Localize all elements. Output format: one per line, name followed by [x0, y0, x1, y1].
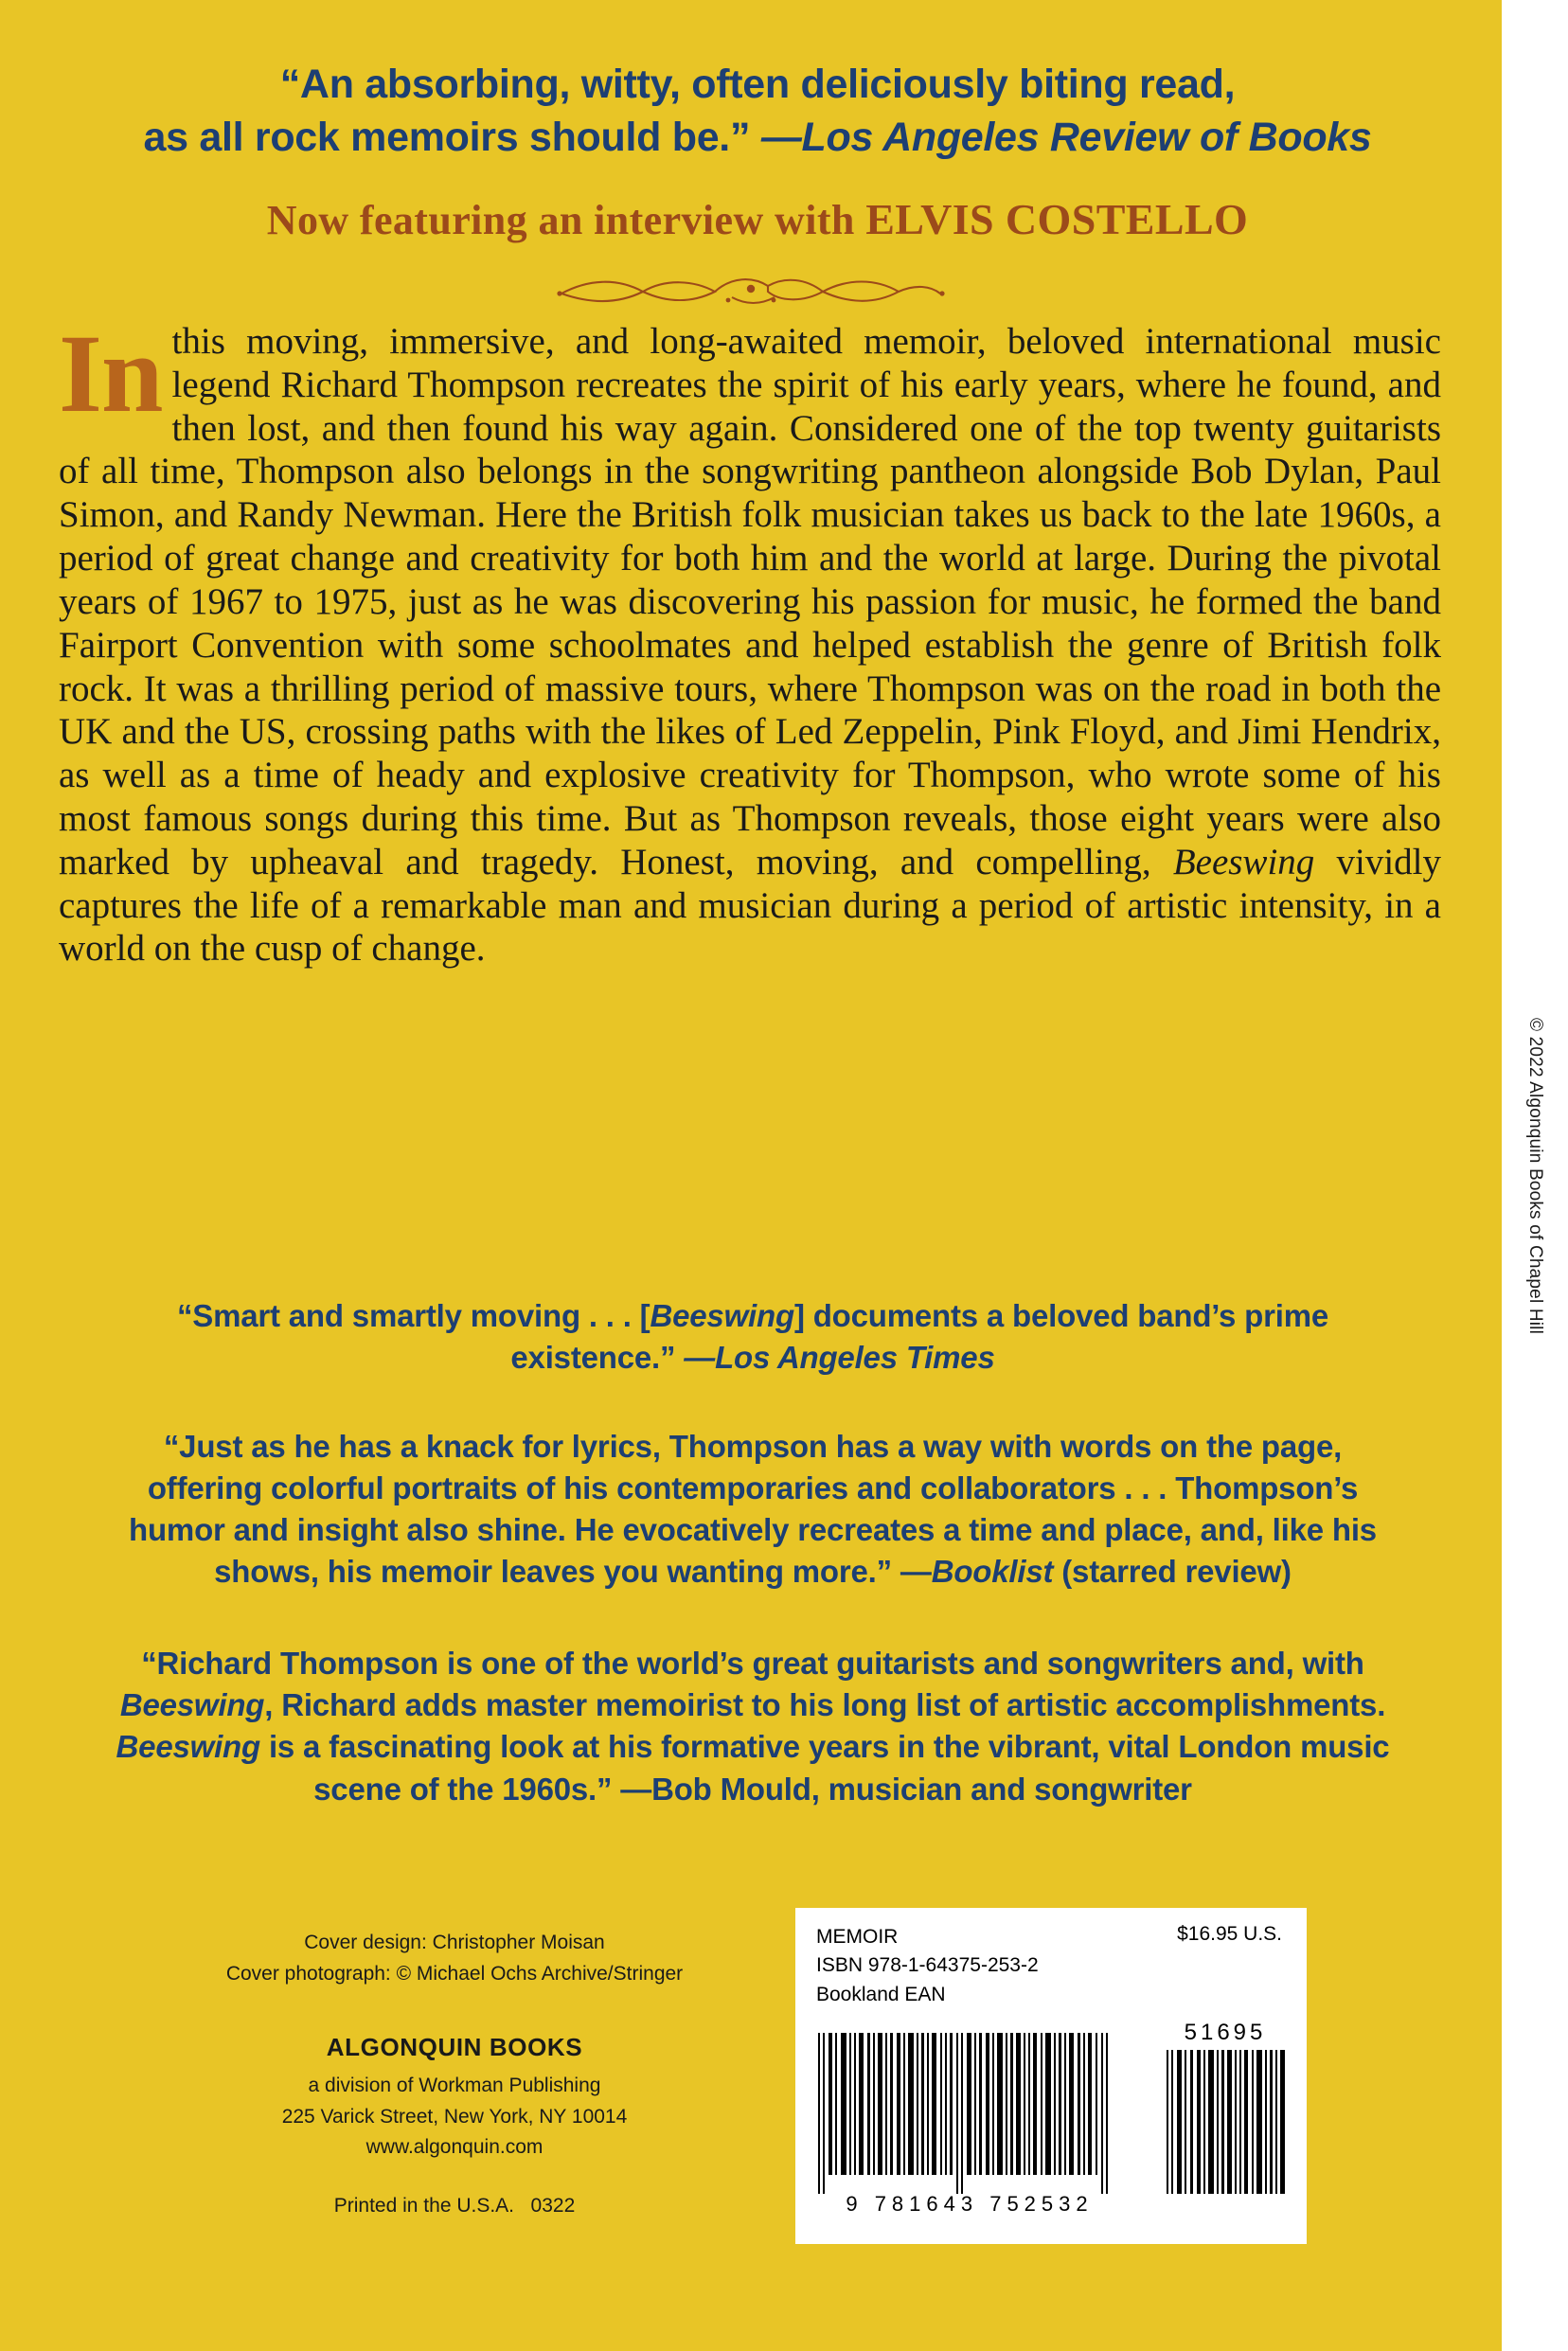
ean-barcode-digits: 9 781643 752532	[846, 2192, 1094, 2216]
addon-barcode-bars	[1165, 2050, 1288, 2194]
interview-banner	[95, 194, 1420, 244]
cover-design-credit: Cover design: Christopher Moisan	[304, 1932, 605, 1953]
isbn-text: ISBN 978-1-64375-253-2	[816, 1954, 1039, 1977]
interview-banner-prefix: Now featuring an interview with	[266, 197, 866, 243]
description-dropcap: In	[59, 312, 163, 436]
top-quote-line-1: “An absorbing, witty, often deliciously biting read,	[279, 62, 1236, 107]
review-booklist	[104, 1426, 1401, 1593]
review-2-attribution-source: Booklist	[931, 1553, 1054, 1589]
printed-line	[170, 2195, 739, 2217]
description-italic-title: Beeswing	[1172, 841, 1315, 882]
vertical-copyright-text: © 2022 Algonquin Books of Chapel Hill	[1525, 1017, 1545, 1334]
review-3-part-1: “Richard Thompson is one of the world’s great guitarists and songwriters and, with	[141, 1646, 1364, 1681]
review-los-angeles-times	[151, 1295, 1354, 1379]
top-pull-quote	[114, 59, 1401, 165]
price-label: $16.95 U.S.	[1177, 1923, 1282, 1945]
publisher-website[interactable]: www.algonquin.com	[365, 2136, 543, 2159]
review-2-attribution-note: (starred review)	[1053, 1553, 1292, 1589]
barcode-block	[795, 1908, 1307, 2244]
book-description	[59, 312, 1442, 971]
bookland-ean-label: Bookland EAN	[816, 1983, 946, 2005]
review-1-italic-title: Beeswing	[650, 1298, 794, 1333]
review-1-part-1: “Smart and smartly moving . . . [	[176, 1298, 650, 1333]
addon-barcode-digits: 51695	[1184, 2020, 1267, 2045]
barcode-metadata	[816, 1923, 1039, 2009]
vertical-copyright	[1502, 0, 1568, 2351]
publisher-division: a division of Workman Publishing	[308, 2075, 601, 2097]
publisher-address: 225 Varick Street, New York, NY 10014	[281, 2105, 628, 2128]
description-text: this moving, immersive, and long-awaited memoir, beloved international music legend Richard Thompson recreates the spirit of his early years, where he found, and then lost, and then found his way again. Considered one of the top twenty guitarists of all time, Thompson also belongs in the songwriting pantheon alongside Bob Dylan, Paul Simon, and Randy Newman. Here the British folk musician takes us back to the late 1960s, a period of great change and creativity for both him and the world at large. During the pivotal years of 1967 to 1975, just as he was discovering his passion for music, he formed the band Fairport Convention with some schoolmates and helped establish the genre of British folk rock. It was a thrilling period of massive tours, where Thompson was on the road in both the UK and the US, crossing paths with the likes of Led Zeppelin, Pink Floyd, and Jimi Hendrix, as well as a time of heady and explosive creativity for Thompson, who wrote some of his most famous songs during this time. But as Thompson reveals, those eight years were also marked by upheaval and tragedy. Honest, moving, and compelling,	[59, 321, 1441, 882]
printed-in-usa: Printed in the U.S.A.	[333, 2195, 515, 2217]
floral-divider-ornament	[552, 273, 950, 311]
print-code: 0322	[530, 2195, 576, 2217]
publisher-block	[170, 2028, 739, 2164]
publisher-name: ALGONQUIN BOOKS	[326, 2033, 583, 2061]
description-text-after: vividly captures the life of a remarkable man and musician during a period of artistic intensity, in a world on the cusp of change.	[59, 841, 1442, 970]
review-3-part-2: , Richard adds master memoirist to his long list of artistic accomplishments.	[264, 1687, 1386, 1723]
review-2-quote: “Just as he has a knack for lyrics, Thompson has a way with words on the page, offering colorful portraits of his contemporaries and collaborators . . . Thompson’s humor and insight also shine. He evocatively recreates a time and place, and, like his shows, his memoir leaves you wanting more.”	[129, 1429, 1377, 1589]
review-3-attribution: —Bob Mould, musician and songwriter	[620, 1771, 1192, 1807]
review-1-attribution: —Los Angeles Times	[684, 1339, 995, 1375]
book-category: MEMOIR	[816, 1926, 899, 1948]
interview-banner-name: ELVIS COSTELLO	[865, 195, 1249, 243]
review-3-part-3: is a fascinating look at his formative years in the vibrant, vital London music scene of the 1960s.”	[259, 1729, 1390, 1807]
review-1-part-2: ] documents a beloved band’s prime existence.”	[510, 1298, 1329, 1375]
cover-photograph-credit: Cover photograph: © Michael Ochs Archive/Stringer	[225, 1962, 684, 1985]
review-bob-mould	[114, 1643, 1392, 1810]
top-quote-attribution: —Los Angeles Review of Books	[760, 114, 1372, 160]
review-3-italic-title-2: Beeswing	[116, 1729, 260, 1765]
cover-credits	[170, 1928, 739, 1989]
review-3-italic-title-1: Beeswing	[119, 1687, 265, 1723]
review-2-attribution-dash: —	[900, 1553, 932, 1589]
ean-barcode-bars	[816, 2033, 1119, 2194]
top-quote-line-2: as all rock memoirs should be.”	[143, 114, 751, 160]
